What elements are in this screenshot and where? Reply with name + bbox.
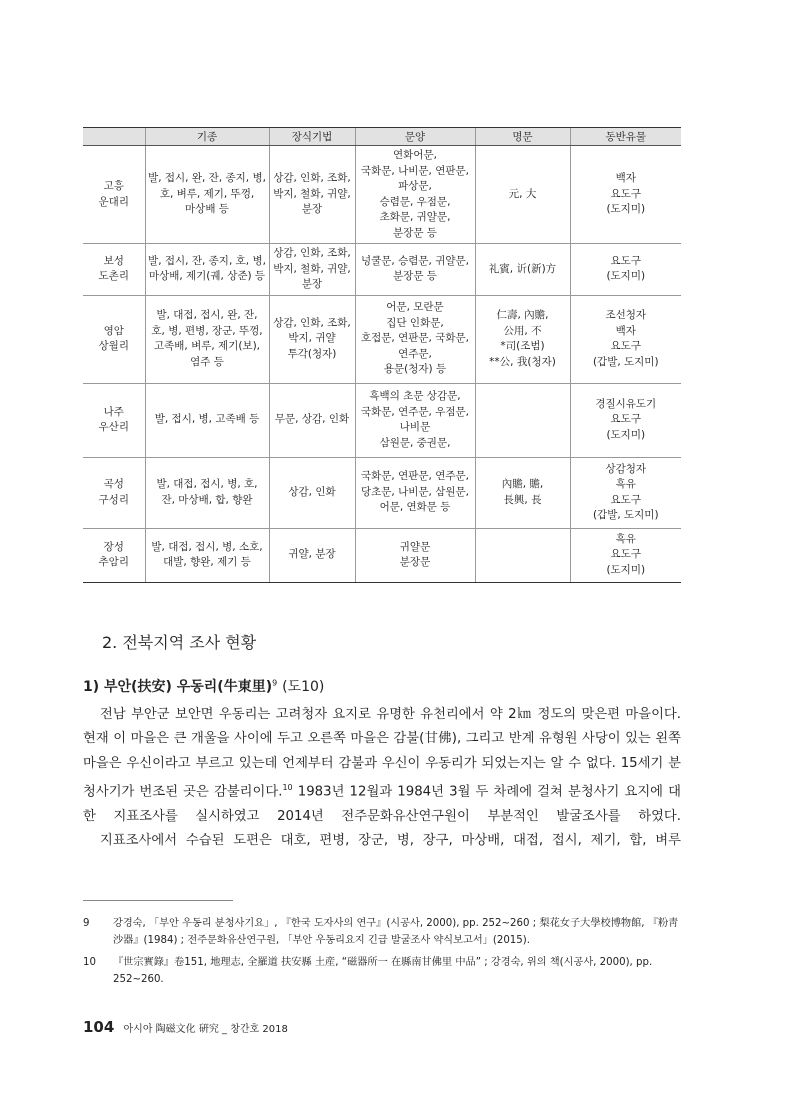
techniques-cell <box>269 383 355 457</box>
header-techniques: 장식기법 <box>269 128 355 146</box>
cell-line: 어문, 연화문 등 <box>379 501 451 514</box>
cell-line: 호접문, 연판문, 국화문, <box>361 332 469 345</box>
cell-line: 內贍, 贍, <box>501 478 544 490</box>
cell-line: 조선청자 <box>605 309 647 321</box>
subsection-title-text: 1) 부안(扶安) 우동리(牛東里) <box>83 679 273 695</box>
cell-line: (도지미) <box>606 203 646 216</box>
cell-line: 분장문 등 <box>393 226 437 239</box>
table-row <box>83 457 681 528</box>
cell-line: 발, 대접, 접시, 병, 호, <box>156 478 258 490</box>
cell-line: 상감, 인화 <box>288 485 336 498</box>
section-title: 2. 전북지역 조사 현황 <box>102 633 257 652</box>
artifacts-cell <box>570 528 681 582</box>
cell-line: 운대리 <box>98 195 129 208</box>
site-cell <box>83 295 145 383</box>
cell-line: 요도구 <box>610 493 641 506</box>
cell-line: 염주 등 <box>190 355 224 368</box>
patterns-cell <box>355 383 475 457</box>
subsection-title <box>83 676 324 696</box>
cell-line: (갑발, 도지미) <box>592 355 659 368</box>
cell-line: (도지미) <box>606 563 646 576</box>
table-row <box>83 244 681 296</box>
cell-line: 마상배, 제기(궤, 상준) 등 <box>148 270 266 283</box>
paragraph-2: 지표조사에서 수습된 도편은 대호, 편병, 장군, 병, 장구, 마상배, 대접, 접시, 제기, 합, 벼루 <box>100 832 681 848</box>
table-body <box>83 146 681 583</box>
techniques-cell <box>269 146 355 244</box>
cell-line: 백자 <box>615 172 636 185</box>
footnote-text: 강경숙, 「부안 우동리 분청사기요」, 『한국 도자사의 연구』(시공사, 2000), pp. 252~260 ; 梨花女子大學校博物館, 『粉靑沙器』(1984) ; 전주문화유산연구원, 「부안 우동리요지 긴급 발굴조사 약식보고서」(2015). <box>113 918 679 946</box>
table-row <box>83 295 681 383</box>
artifacts-cell <box>570 383 681 457</box>
footnote-text: 『世宗實錄』卷151, 地理志, 全羅道 扶安縣 土産, “磁器所一 在縣南甘佛里 中品” ; 강경숙, 위의 책(시공사, 2000), pp. 252~260. <box>113 957 653 985</box>
cell-line: 고족배, 벼루, 제기(보), <box>153 340 261 352</box>
table-row <box>83 383 681 457</box>
cell-line: 仁壽, 內贍, <box>496 309 549 321</box>
patterns-cell <box>355 457 475 528</box>
inscriptions-cell <box>475 457 570 528</box>
cell-line: 초화문, 귀얄문, <box>379 211 451 223</box>
cell-line: 발, 접시, 잔, 종지, 호, 병, <box>148 254 266 267</box>
techniques-cell <box>269 244 355 296</box>
cell-line: 나주 <box>103 405 124 418</box>
cell-line: 추암리 <box>98 556 129 568</box>
footnote-divider <box>83 900 233 901</box>
cell-line: 곡성 <box>103 478 124 490</box>
patterns-cell <box>355 528 475 582</box>
cell-line: 상감청자 <box>605 462 647 475</box>
vessels-cell <box>145 146 269 244</box>
artifacts-cell <box>570 457 681 528</box>
cell-line: 영암 <box>103 324 124 337</box>
body-text <box>83 703 681 853</box>
table-row <box>83 528 681 582</box>
footnote-9 <box>83 915 681 949</box>
techniques-cell <box>269 295 355 383</box>
site-cell <box>83 457 145 528</box>
paragraph-1-part-1: 전남 부안군 보안면 우동리는 고려청자 요지로 유명한 유천리에서 약 2㎞ 정도의 맞은편 마을이다. 현재 이 마을은 큰 개울을 사이에 두고 오른쪽 마을은 감불(甘佛), 그리고 반계 유형원 사당이 있는 왼쪽 마을은 우신이라고 부르고 있는데 언제부터 감불과 우신이 우동리가 되었는지는 알 수 없다. 15세기 분청사기가 번조된 곳은 감불리이다. <box>83 707 681 800</box>
page-number: 104 <box>83 1018 115 1036</box>
cell-line: 대발, 향완, 제기 등 <box>163 556 251 568</box>
inscriptions-cell <box>475 528 570 582</box>
cell-line: 요도구 <box>610 187 641 200</box>
cell-line: 長興, 長 <box>503 493 542 506</box>
cell-line: (갑발, 도지미) <box>592 509 659 521</box>
cell-line: 분장문 등 <box>393 270 437 283</box>
inscriptions-cell <box>475 383 570 457</box>
patterns-cell <box>355 146 475 244</box>
footnote-ref-10[interactable]: 10 <box>282 782 293 792</box>
techniques-cell <box>269 528 355 582</box>
cell-line: 박지, 귀얄 <box>288 332 336 345</box>
paragraph-1 <box>83 703 681 829</box>
header-artifacts: 동반유물 <box>570 128 681 146</box>
cell-line: 흑백의 초문 상감문, <box>369 390 461 402</box>
artifacts-cell <box>570 146 681 244</box>
cell-line: 장성 <box>103 540 124 553</box>
header-inscriptions: 명문 <box>475 128 570 146</box>
patterns-cell <box>355 295 475 383</box>
cell-line: **公, 我(청자) <box>489 355 556 368</box>
inscriptions-cell <box>475 244 570 296</box>
vessels-cell <box>145 528 269 582</box>
cell-line: 귀얄, 분장 <box>288 548 336 561</box>
figure-ref: (도10) <box>282 679 325 695</box>
vessels-cell <box>145 457 269 528</box>
cell-line: 당초문, 나비문, 삼원문, <box>361 485 469 498</box>
table-header <box>83 128 681 146</box>
cell-line: 요도구 <box>610 413 641 426</box>
cell-line: 국화문, 나비문, 연판문, <box>361 164 469 177</box>
cell-line: 박지, 철화, 귀얄, <box>273 187 351 200</box>
patterns-cell <box>355 244 475 296</box>
footnote-10 <box>83 954 681 988</box>
cell-line: 분장 <box>301 203 323 216</box>
cell-line: 연화어문, <box>393 149 437 161</box>
cell-line: 상감, 인화, 조화, <box>273 316 351 329</box>
site-cell <box>83 383 145 457</box>
vessels-cell <box>145 244 269 296</box>
cell-line: 우산리 <box>98 421 129 433</box>
cell-line: 상감, 인화, 조화, <box>273 247 351 259</box>
techniques-cell <box>269 457 355 528</box>
cell-line: 상감, 인화, 조화, <box>273 172 351 185</box>
cell-line: 호, 병, 편병, 장군, 뚜껑, <box>151 324 263 337</box>
cell-line: 礼賓, 䜣(新)方 <box>488 262 557 275</box>
inscriptions-cell <box>475 295 570 383</box>
journal-title: 아시아 陶磁文化 硏究 _ 창간호 2018 <box>123 1024 288 1035</box>
cell-line: 元, 大 <box>508 187 537 200</box>
vessels-cell <box>145 295 269 383</box>
cell-line: 요도구 <box>610 254 641 267</box>
cell-line: 국화문, 연판문, 연주문, <box>361 470 469 483</box>
cell-line: 분장문 <box>399 556 431 568</box>
cell-line: 경질시유도기 <box>595 397 657 410</box>
inscriptions-cell <box>475 146 570 244</box>
table-row <box>83 146 681 244</box>
cell-line: 연주문, <box>398 347 432 360</box>
cell-line: 상월리 <box>98 340 129 352</box>
site-cell <box>83 528 145 582</box>
cell-line: 승렴문, 우점문, <box>379 195 451 208</box>
site-cell <box>83 146 145 244</box>
footnote-number: 9 <box>83 918 90 929</box>
cell-line: 발, 접시, 완, 잔, 종지, 병, <box>148 172 266 185</box>
page-footer <box>83 1018 288 1036</box>
artifacts-cell <box>570 244 681 296</box>
cell-line: 어문, 모란문 <box>386 301 444 314</box>
cell-line: 분장 <box>301 278 323 290</box>
cell-line: 나비문 <box>399 421 431 433</box>
cell-line: 보성 <box>103 254 124 267</box>
cell-line: 발, 대접, 접시, 병, 소호, <box>151 540 263 553</box>
cell-line: 삼원문, 중권문, <box>379 436 451 449</box>
paragraph-1-part-2: 1983년 12월과 1984년 3월 두 차례에 걸쳐 분청사기 요지에 대한 지표조사를 실시하였고 2014년 전주문화유산연구원이 부분적인 발굴조사를 하였다. <box>83 784 681 824</box>
cell-line: 도촌리 <box>98 270 129 283</box>
cell-line: 요도구 <box>610 548 641 561</box>
cell-line: 발, 대접, 접시, 완, 잔, <box>156 309 258 321</box>
cell-line: 公用, 不 <box>503 324 542 337</box>
cell-line: 발, 접시, 병, 고족배 등 <box>154 413 260 426</box>
site-cell <box>83 244 145 296</box>
header-vessel-types: 기종 <box>145 128 269 146</box>
cell-line: 흑유 <box>615 478 636 490</box>
cell-line: 용문(청자) 등 <box>383 363 447 376</box>
table-header-row <box>83 128 681 146</box>
cell-line: 흑유 <box>615 532 636 545</box>
header-blank <box>83 128 145 146</box>
cell-line: 집단 인화문, <box>386 316 444 329</box>
cell-line: *司(조범) <box>500 340 545 352</box>
cell-line: 마상배 등 <box>185 203 229 216</box>
cell-line: 백자 <box>615 324 636 337</box>
artifacts-cell <box>570 295 681 383</box>
cell-line: (도지미) <box>606 428 646 441</box>
cell-line: 귀얄문 <box>399 540 431 553</box>
cell-line: 호, 벼루, 제기, 뚜껑, <box>159 187 255 200</box>
header-patterns: 문양 <box>355 128 475 146</box>
cell-line: 고흥 <box>103 180 124 192</box>
cell-line: 넝쿨문, 승렴문, 귀얄문, <box>361 254 469 267</box>
cell-line: 무문, 상감, 인화 <box>274 413 350 426</box>
cell-line: 투각(청자) <box>287 347 337 360</box>
cell-line: 국화문, 연주문, 우점문, <box>361 405 469 418</box>
survey-table <box>83 127 681 583</box>
cell-line: 파상문, <box>398 180 432 192</box>
vessels-cell <box>145 383 269 457</box>
cell-line: 박지, 철화, 귀얄, <box>273 262 351 275</box>
cell-line: 구성리 <box>98 493 129 506</box>
cell-line: 잔, 마상배, 합, 향완 <box>161 493 253 506</box>
cell-line: 요도구 <box>610 340 641 352</box>
cell-line: (도지미) <box>606 270 646 283</box>
footnote-number: 10 <box>83 957 96 968</box>
footnote-ref-9[interactable]: 9 <box>272 678 278 688</box>
